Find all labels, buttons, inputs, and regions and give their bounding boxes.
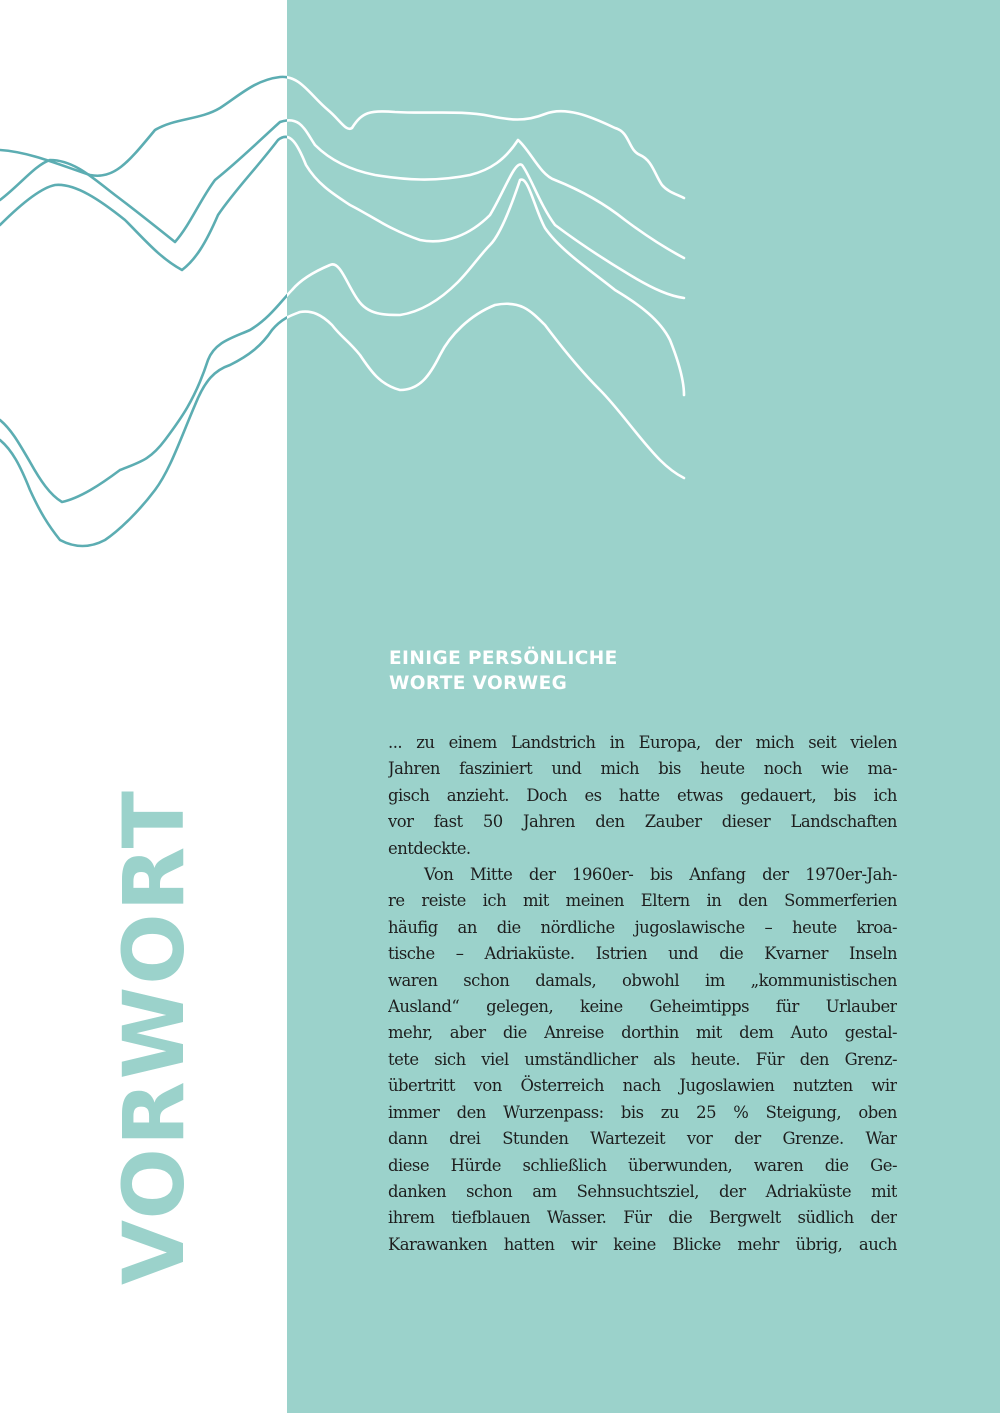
section-heading [389, 646, 618, 696]
body-line: häufig an die nördliche jugoslawische – heute kroa- [388, 917, 897, 937]
body-line: ihrem tiefblauen Wasser. Für die Bergwelt südlich der [388, 1208, 897, 1228]
body-line: tete sich viel umständlicher als heute. Für den Grenz- [388, 1049, 897, 1069]
body-line: diese Hürde schließlich überwunden, waren die Ge- [388, 1155, 897, 1175]
body-line: waren schon damals, obwohl im „kommunistischen [388, 970, 897, 990]
body-line: danken schon am Sehnsuchtsziel, der Adriaküste mit [388, 1181, 897, 1201]
body-line: tische – Adriaküste. Istrien und die Kvarner Inseln [388, 944, 897, 964]
body-line: gisch anzieht. Doch es hatte etwas gedauert, bis ich [388, 785, 897, 805]
mountain-lines-illustration [0, 0, 1000, 600]
body-line: vor fast 50 Jahren den Zauber dieser Landschaften [388, 812, 897, 832]
body-line: entdeckte. [388, 838, 471, 858]
body-line: mehr, aber die Anreise dorthin mit dem Auto gestal- [388, 1023, 897, 1043]
body-text [388, 730, 897, 1258]
body-line: übertritt von Österreich nach Jugoslawien nutzten wir [388, 1076, 897, 1096]
body-line: Karawanken hatten wir keine Blicke mehr übrig, auch [388, 1234, 897, 1254]
body-line: Ausland“ gelegen, keine Geheimtipps für Urlauber [388, 997, 897, 1017]
body-line: dann drei Stunden Wartezeit vor der Grenze. War [388, 1129, 897, 1149]
body-line: Jahren fasziniert und mich bis heute noch wie ma- [388, 759, 897, 779]
heading-line-1: EINIGE PERSÖNLICHE [389, 648, 618, 669]
body-line: re reiste ich mit meinen Eltern in den Sommerferien [388, 891, 897, 911]
heading-line-2: WORTE VORWEG [389, 673, 568, 694]
body-line: Von Mitte der 1960er- bis Anfang der 1970er-Jah- [424, 865, 897, 885]
body-line: immer den Wurzenpass: bis zu 25 % Steigung, oben [388, 1102, 897, 1122]
body-line: ... zu einem Landstrich in Europa, der mich seit vielen [388, 733, 897, 752]
vertical-title-vorwort: VORWORT [105, 789, 203, 1285]
